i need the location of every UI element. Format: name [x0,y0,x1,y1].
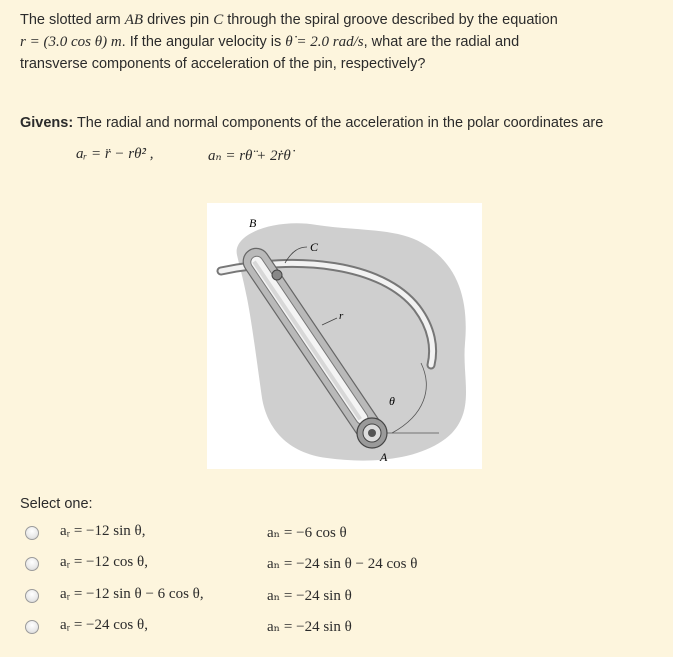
option-2-normal: aₙ = −24 sin θ − 24 cos θ [267,556,418,572]
givens-description: The radial and normal components of the acceleration in the polar coordinates are [73,115,604,131]
pin-c [272,270,282,280]
question-part: The slotted arm [20,12,125,28]
label-b: B [249,216,257,230]
option-4-radial: aᵣ = −24 cos θ, [60,617,148,633]
mechanism-diagram [207,203,482,469]
formula-radial: aᵣ = r̈ − rθ̇² , [76,146,154,162]
option-1-radial: aᵣ = −12 sin θ, [60,523,146,539]
option-1-normal: aₙ = −6 cos θ [267,525,347,541]
givens-label: Givens: [20,115,74,131]
radio-option-4[interactable] [25,620,39,634]
formula-normal: aₙ = rθ̈ + 2ṙθ̇ [208,148,291,164]
option-4[interactable] [20,617,620,643]
question-math-ab: AB [124,12,144,28]
label-r: r [339,310,344,322]
option-3-radial: aᵣ = −12 sin θ − 6 cos θ, [60,586,204,602]
question-part: through the spiral groove described by the equation [223,12,558,28]
question-part: drives pin [143,12,214,28]
label-theta: θ [389,394,395,408]
question-text [20,9,660,75]
option-1[interactable] [20,523,620,549]
option-2-radial: aᵣ = −12 cos θ, [60,554,148,570]
radio-option-2[interactable] [25,557,39,571]
radio-option-3[interactable] [25,589,39,603]
mechanism-figure [207,203,482,469]
label-a: A [380,450,388,464]
question-math-omega: θ̇ = 2.0 rad/s [285,34,364,50]
select-one-label: Select one: [20,496,93,512]
radio-option-1[interactable] [25,526,39,540]
option-3-normal: aₙ = −24 sin θ [267,588,352,604]
option-4-normal: aₙ = −24 sin θ [267,619,352,635]
question-part: . If the angular velocity is [121,34,286,50]
option-2[interactable] [20,554,620,580]
option-3[interactable] [20,586,620,612]
label-c: C [310,240,319,254]
pivot-a-inner [368,429,376,437]
question-part: , what are the radial and [363,34,520,50]
question-math-c: C [213,12,224,28]
givens-text [20,113,660,133]
question-part: transverse components of acceleration of the pin, respectively? [20,56,426,72]
question-math-equation: r = (3.0 cos θ) m [20,34,122,50]
